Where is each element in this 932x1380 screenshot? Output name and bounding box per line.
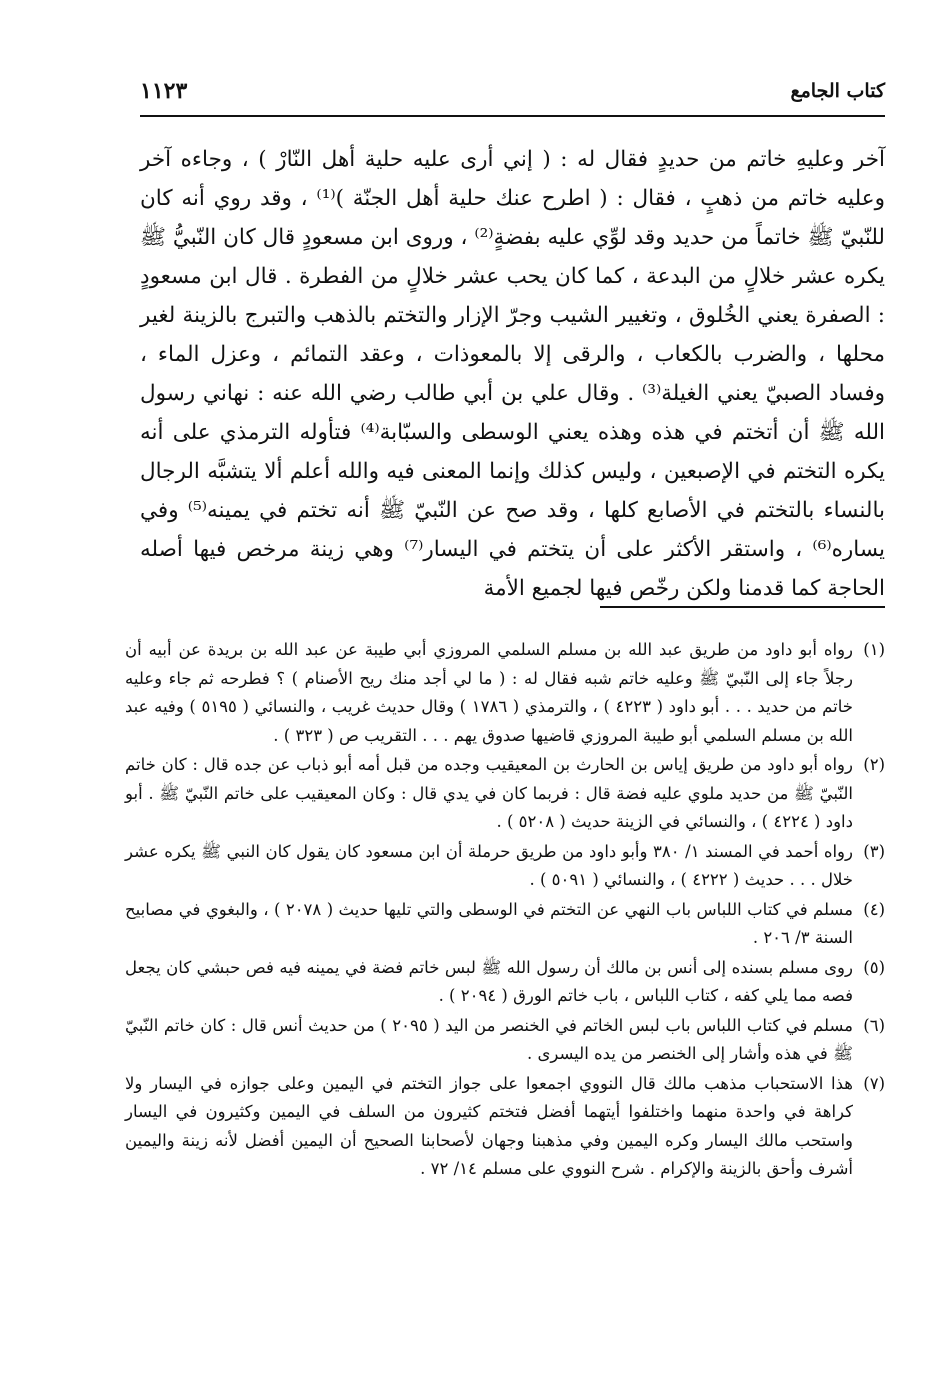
footnote-text: رواه أبو داود من طريق عبد الله بن مسلم السلمي المروزي أبي طيبة عن عبد الله بن بريدة عن أبيه أن رجلاً جاء إلى النّبيّ ﷺ وعليه خاتم شبه فقال له : ( ما لي أجد منك ريح الأصنام ) ؟ فطرحه ثم جاء وعليه خاتم من حديد . . . أبو داود ( ٤٢٢٣ ) ، والترمذي ( ١٧٨٦ ) وقال حديث غريب ، والنسائي ( ٥١٩٥ ) وفيه عبد الله بن مسلم السلمي أبو طيبة المروزي قاضيها صدوق يهم . . . التقريب ص ( ٣٢٣ ) . — [125, 640, 853, 745]
running-header — [140, 78, 885, 108]
footnote-6 — [125, 1012, 885, 1069]
main-text — [140, 140, 885, 608]
footnote-1 — [125, 636, 885, 750]
footnote-number: (٣) — [863, 841, 885, 861]
footnote-text: رواه أحمد في المسند ١/ ٣٨٠ وأبو داود من طريق حرملة أن ابن مسعود كان يقول كان النبي ﷺ يكره عشر خلال . . . حديث ( ٤٢٢٢ ) ، والنسائي ( ٥٠٩١ ) . — [125, 841, 853, 889]
footnote-text: مسلم في كتاب اللباس باب النهي عن التختم في الوسطى والتي تليها حديث ( ٢٠٧٨ ) ، والبغوي في مصابيح السنة ٣/ ٢٠٦ . — [125, 899, 853, 947]
footnote-2 — [125, 751, 885, 837]
footnote-text: رواه أبو داود من طريق إياس بن الحارث بن المعيقيب وجده من قبل أمه أبو ذباب عن جده قال : كان خاتم النّبيّ ﷺ من حديد ملوي عليه فضة قال : فربما كان في يدي قال : وكان المعيقيب على خاتم النّبيّ ﷺ . أبو داود ( ٤٢٢٤ ) ، والنسائي في الزينة حديث ( ٥٢٠٨ ) . — [125, 755, 853, 831]
footnotes — [125, 636, 885, 1185]
footnote-number: (٢) — [863, 755, 885, 774]
footnote-7 — [125, 1070, 885, 1184]
footnote-4 — [125, 896, 885, 953]
footnote-text: روى مسلم بسنده إلى أنس بن مالك أن رسول الله ﷺ لبس خاتم فضة في يمينه فيه فص حبشي كان يجعل فصه مما يلي كفه ، كتاب اللباس ، باب خاتم الورق ( ٢٠٩٤ ) . — [125, 957, 853, 1005]
book-title: كتاب الجامع — [790, 80, 885, 102]
footnote-divider — [600, 606, 885, 608]
footnote-number: (٧) — [863, 1073, 885, 1093]
footnote-3 — [125, 838, 885, 895]
page-number: ١١٢٣ — [140, 78, 188, 104]
footnote-text: هذا الاستحباب مذهب مالك قال النووي اجمعوا على جواز التختم في اليمين وعلى جوازه في اليسار ولا كراهة في واحدة منهما واختلفوا أيتهما أفضل فتختم كثيرون من السلف في اليمين وكثيرون في اليسار واستحب مالك اليسار وكره اليمين وفي مذهبنا وجهان لأصحابنا الصحيح أن اليمين أفضل لأنه زينة واليمين أشرف وأحق بالزينة والإكرام . شرح النووي على مسلم ١٤/ ٧٢ . — [125, 1073, 853, 1178]
footnote-number: (٦) — [863, 1015, 885, 1035]
footnote-5 — [125, 954, 885, 1011]
main-paragraph: آخر وعليهِ خاتم من حديدٍ فقال له : ( إني أرى عليه حلية أهل النّارْ ) ، وجاءه آخر وعليه خاتم من ذهبٍ ، فقال : ( اطرح عنك حلية أهل الجنّة )⁽¹⁾ ، وقد روي أنه كان للنّبيّ ﷺ خاتماً من حديد وقد لوِّي عليه بفضةٍ⁽²⁾ ، وروى ابن مسعودٍ قال كان النّبيُّ ﷺ يكره عشر خلالٍ من البدعة ، كما كان يحب عشر خلالٍ من الفطرة . قال ابن مسعودٍ : الصفرة يعني الخُلوق ، وتغيير الشيب وجرّ الإزار والتختم بالذهب والتبرج بالزينة لغير محلها ، والضرب بالكعاب ، والرقى إلا بالمعوذات ، وعقد التمائم ، وعزل الماء ، وفساد الصبيّ يعني الغيلة⁽³⁾ . وقال علي بن أبي طالب رضي الله عنه : نهاني رسول الله ﷺ أن أتختم في هذه وهذه يعني الوسطى والسبّابة⁽⁴⁾ فتأوله الترمذي على أنه يكره التختم في الإصبعين ، وليس كذلك وإنما المعنى فيه والله أعلم ألا يتشبَّه الرجال بالنساء بالتختم في الأصابع كلها ، وقد صح عن النّبيّ ﷺ أنه تختم في يمينه⁽⁵⁾ وفي يساره⁽⁶⁾ ، واستقر الأكثر على أن يتختم في اليسار⁽⁷⁾ وهي زينة مرخص فيها أصله الحاجة كما قدمنا ولكن رخّص فيها لجميع الأمة — [140, 147, 885, 601]
footnote-number: (٤) — [863, 899, 885, 919]
footnote-number: (١) — [863, 640, 885, 659]
footnote-number: (٥) — [863, 957, 885, 977]
header-divider — [140, 115, 885, 117]
footnote-text: مسلم في كتاب اللباس باب لبس الخاتم في الخنصر من اليد ( ٢٠٩٥ ) من حديث أنس قال : كان خاتم النّبيّ ﷺ في هذه وأشار إلى الخنصر من يده اليسرى . — [125, 1015, 853, 1063]
